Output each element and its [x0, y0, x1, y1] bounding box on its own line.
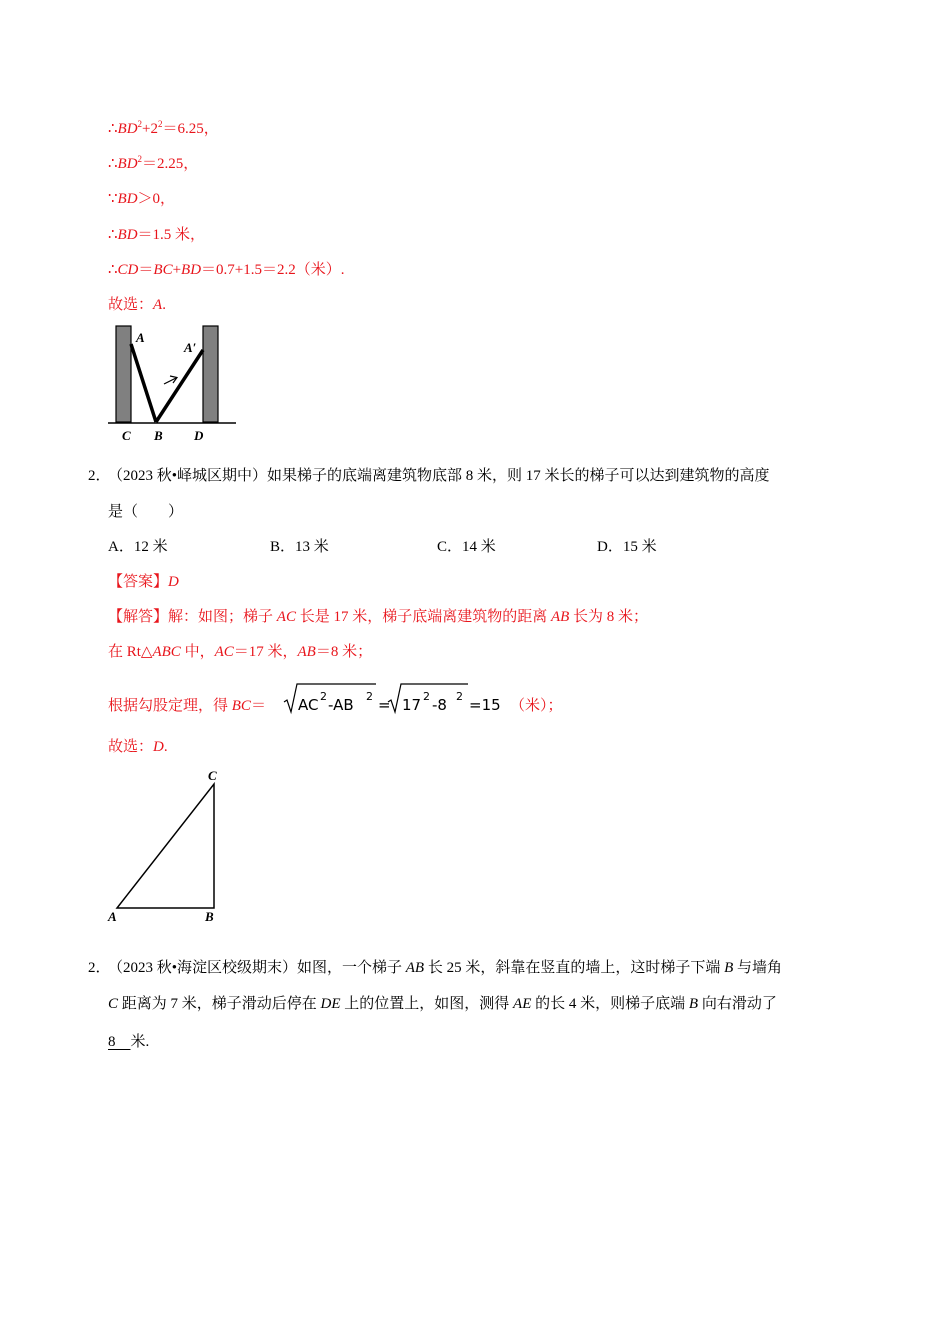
left-wall	[116, 326, 131, 422]
answer-line: 【答案】D	[108, 574, 179, 590]
ladder-right	[156, 350, 203, 422]
label-A-prime: A′	[184, 340, 197, 355]
formula-eq-1: =	[378, 696, 391, 714]
question-2-text-2: 是（ ）	[108, 504, 184, 520]
tri-label-A: A	[108, 909, 117, 924]
question-2-number: 2．	[88, 468, 111, 484]
ladder-left	[131, 344, 156, 422]
right-wall	[203, 326, 218, 422]
option-c: C．14 米	[437, 539, 496, 555]
question-3-text-1: （2023 秋•海淀区校级期末）如图，一个梯子 AB 长 25 米，斜靠在竖直的墙上，这时梯子下端 B 与墙角	[108, 960, 783, 976]
answer-blank: 8	[108, 1034, 116, 1050]
label-C: C	[122, 428, 131, 443]
formula-exp-1: 2	[320, 690, 327, 703]
analysis-unit: （米）；	[510, 698, 563, 714]
right-triangle-figure	[104, 764, 234, 926]
analysis-line-1: 【解答】解：如图；梯子 AC 长是 17 米，梯子底端离建筑物的距离 AB 长为 8 米；	[108, 609, 649, 625]
formula-exp-4: 2	[456, 690, 463, 703]
question-2-choice: 故选：D.	[108, 739, 168, 755]
ladder-walls-figure	[106, 322, 240, 446]
solution-line-3: ∵BD＞0，	[108, 191, 176, 207]
formula-17: 17	[402, 696, 422, 714]
question-3-text-3: 8 米.	[108, 1034, 150, 1050]
analysis-line-2: 在 Rt△ABC 中，AC＝17 米，AB＝8 米；	[108, 644, 373, 660]
question-3-number: 2．	[88, 960, 111, 976]
option-d: D．15 米	[597, 539, 657, 555]
formula-ac: AC	[298, 696, 319, 714]
tri-label-C: C	[208, 768, 217, 783]
tri-label-B: B	[205, 909, 214, 924]
formula-minus-8: -8	[432, 696, 447, 714]
label-A: A	[136, 330, 145, 345]
question-3-text-2: C 距离为 7 米，梯子滑动后停在 DE 上的位置上，如图，测得 AE 的长 4 米，则梯子底端 B 向右滑动了	[108, 996, 777, 1012]
solution-line-5: ∴CD＝BC+BD＝0.7+1.5＝2.2（米）.	[108, 262, 345, 278]
solution-choice: 故选：A.	[108, 297, 166, 313]
solution-line-2: $\therefore BD^2=2.25$，	[108, 154, 199, 172]
formula-minus-ab: -AB	[328, 696, 354, 714]
option-b: B．13 米	[270, 539, 329, 555]
formula-exp-2: 2	[366, 690, 373, 703]
triangle	[117, 784, 214, 908]
formula-exp-3: 2	[423, 690, 430, 703]
option-a: A．12 米	[108, 539, 168, 555]
solution-line-1: $\therefore BD^2+2^2=6.25$，	[108, 119, 219, 137]
analysis-line-3: 根据勾股定理，得 BC＝	[108, 698, 266, 714]
formula-result: =15	[469, 696, 501, 714]
pythagorean-formula	[282, 680, 512, 720]
label-D: D	[194, 428, 204, 443]
solution-line-4: ∴BD＝1.5 米，	[108, 227, 206, 243]
label-B: B	[154, 428, 163, 443]
question-2-text-1: （2023 秋•峄城区期中）如果梯子的底端离建筑物底部 8 米，则 17 米长的梯子可以达到建筑物的高度	[108, 468, 770, 484]
